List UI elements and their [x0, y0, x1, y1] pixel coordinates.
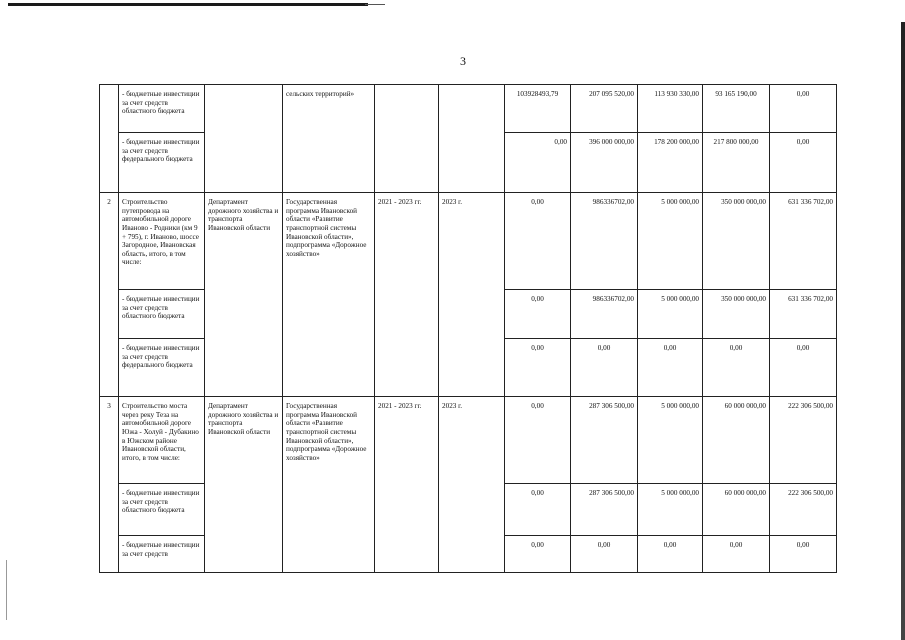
value-cell: 207 095 520,00: [571, 85, 638, 133]
row-name: - бюджетные инвестиции за счет средств областного бюджета: [119, 290, 205, 339]
value-cell: 93 165 190,00: [703, 85, 770, 133]
value-cell: 0,00: [505, 193, 571, 290]
value-cell: 0,00: [703, 339, 770, 397]
table-row: [100, 193, 837, 290]
row-program: сельских территорий»: [283, 85, 375, 193]
scan-right-edge: [901, 22, 905, 640]
value-cell: 986336702,00: [571, 290, 638, 339]
value-cell: 350 000 000,00: [703, 290, 770, 339]
row-year: 2023 г.: [439, 397, 505, 573]
value-cell: 103928493,79: [505, 85, 571, 133]
row-year: 2023 г.: [439, 193, 505, 397]
value-cell: 0,00: [571, 339, 638, 397]
budget-table: [99, 84, 837, 573]
value-cell: 396 000 000,00: [571, 133, 638, 193]
row-period: 2021 - 2023 гг.: [375, 193, 439, 397]
value-cell: 0,00: [505, 536, 571, 573]
value-cell: 60 000 000,00: [703, 397, 770, 484]
value-cell: 0,00: [770, 536, 837, 573]
row-period: [375, 85, 439, 193]
row-name: - бюджетные инвестиции за счет средств федерального бюджета: [119, 339, 205, 397]
row-number: [100, 85, 119, 193]
row-name: - бюджетные инвестиции за счет средств: [119, 536, 205, 573]
value-cell: 0,00: [770, 133, 837, 193]
scan-left-mark: [6, 560, 7, 620]
value-cell: 0,00: [505, 484, 571, 536]
row-department: Департамент дорожного хозяйства и транспорта Ивановской области: [205, 193, 283, 397]
value-cell: 0,00: [505, 397, 571, 484]
value-cell: 631 336 702,00: [770, 290, 837, 339]
row-number: 2: [100, 193, 119, 397]
row-name: Строительство моста через реку Теза на автомобильной дороге Южа - Холуй - Дубакино в Южском районе Ивановской области, итого, в том числе:: [119, 397, 205, 484]
row-program: Государственная программа Ивановской области «Развитие транспортной системы Ивановской области», подпрограмма «Дорожное хозяйство»: [283, 193, 375, 397]
row-department: Департамент дорожного хозяйства и транспорта Ивановской области: [205, 397, 283, 573]
value-cell: 5 000 000,00: [638, 484, 703, 536]
value-cell: 5 000 000,00: [638, 397, 703, 484]
value-cell: 5 000 000,00: [638, 290, 703, 339]
scan-top-border: [8, 3, 368, 6]
row-program: Государственная программа Ивановской области «Развитие транспортной системы Ивановской области», подпрограмма «Дорожное хозяйство»: [283, 397, 375, 573]
value-cell: 5 000 000,00: [638, 193, 703, 290]
row-name: - бюджетные инвестиции за счет средств федерального бюджета: [119, 133, 205, 193]
value-cell: 113 930 330,00: [638, 85, 703, 133]
value-cell: 0,00: [770, 339, 837, 397]
page-number: 3: [460, 54, 466, 68]
table-row: [100, 397, 837, 484]
row-number: 3: [100, 397, 119, 573]
row-department: [205, 85, 283, 193]
value-cell: 0,00: [505, 339, 571, 397]
value-cell: 178 200 000,00: [638, 133, 703, 193]
value-cell: 222 306 500,00: [770, 484, 837, 536]
value-cell: 217 800 000,00: [703, 133, 770, 193]
value-cell: 222 306 500,00: [770, 397, 837, 484]
value-cell: 0,00: [505, 133, 571, 193]
value-cell: 0,00: [703, 536, 770, 573]
row-period: 2021 - 2023 гг.: [375, 397, 439, 573]
value-cell: 0,00: [571, 536, 638, 573]
row-name: Строительство путепровода на автомобильной дороге Иваново - Родники (км 9 + 795), г. Иваново, шоссе Загородное, Ивановская область, итого, в том числе:: [119, 193, 205, 290]
scan-top-border-tail: [365, 4, 385, 5]
value-cell: 986336702,00: [571, 193, 638, 290]
value-cell: 350 000 000,00: [703, 193, 770, 290]
row-name: - бюджетные инвестиции за счет средств областного бюджета: [119, 85, 205, 133]
value-cell: 0,00: [638, 536, 703, 573]
row-name: - бюджетные инвестиции за счет средств областного бюджета: [119, 484, 205, 536]
value-cell: 60 000 000,00: [703, 484, 770, 536]
value-cell: 287 306 500,00: [571, 397, 638, 484]
value-cell: 287 306 500,00: [571, 484, 638, 536]
value-cell: 0,00: [770, 85, 837, 133]
value-cell: 0,00: [505, 290, 571, 339]
value-cell: 0,00: [638, 339, 703, 397]
row-year: [439, 85, 505, 193]
table-row: [100, 85, 837, 133]
value-cell: 631 336 702,00: [770, 193, 837, 290]
